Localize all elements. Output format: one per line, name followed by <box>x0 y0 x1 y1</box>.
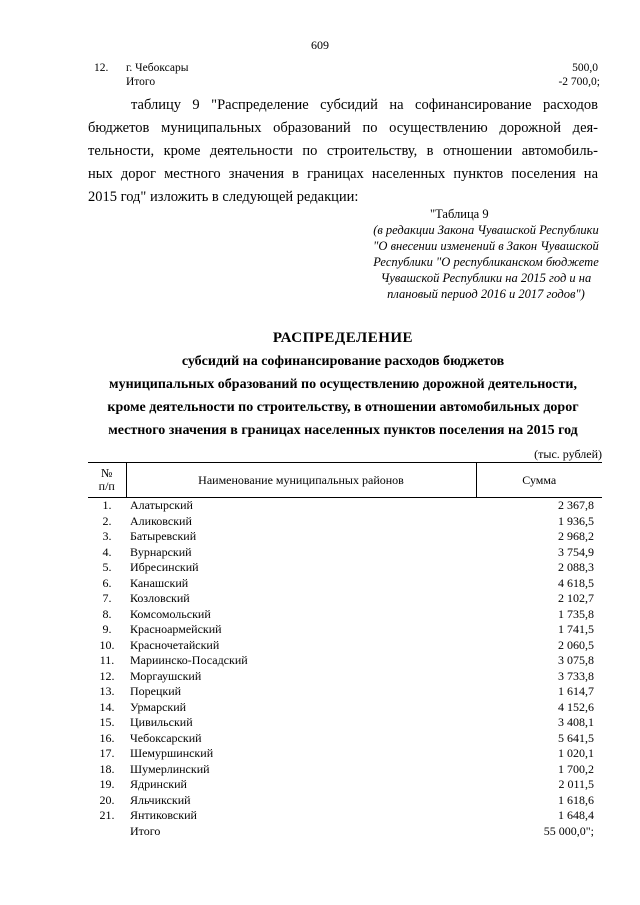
table-row <box>88 746 602 762</box>
table-row <box>88 669 602 685</box>
table-row <box>88 684 602 700</box>
row-number: 8. <box>102 606 112 621</box>
row-number: 5. <box>102 560 112 574</box>
amount: 1 614,7 <box>558 684 594 698</box>
district-name: Мариинско-Посадский <box>130 653 248 667</box>
row-number: 4. <box>102 544 112 559</box>
table-row <box>88 700 602 716</box>
district-name: Цивильский <box>130 715 193 729</box>
district-name: Итого <box>130 823 161 838</box>
table-row <box>88 638 602 654</box>
amount: 1 020,1 <box>558 746 594 760</box>
amount: 2 060,5 <box>558 637 594 652</box>
district-name: Красночетайский <box>130 637 220 652</box>
intro-line: ных дорог местного значения в границах населенных пунктов поселения на <box>88 166 598 182</box>
amount: 1 648,4 <box>558 808 594 822</box>
intro-line: 2015 год" изложить в следующей редакции: <box>88 189 359 205</box>
row-number: 16. <box>99 730 115 745</box>
table-row <box>88 498 602 514</box>
table-row <box>88 514 602 530</box>
table-row <box>88 591 602 607</box>
row-number: 17. <box>99 746 115 760</box>
note-line: Республики "О республиканском бюджете <box>373 255 599 269</box>
district-name: Яльчикский <box>130 792 191 807</box>
row-number: 10. <box>99 637 115 652</box>
amount: 2 088,3 <box>558 560 594 574</box>
amount: 3 733,8 <box>558 668 594 683</box>
amount: 1 700,2 <box>558 761 594 776</box>
header-sum: Сумма <box>476 463 602 498</box>
amount: 2 367,8 <box>558 498 594 512</box>
prev-row-sum: 500,0 <box>572 62 598 74</box>
row-number: 19. <box>99 777 115 791</box>
subtitle-line: кроме деятельности по строительству, в отношении автомобильных дорог <box>107 400 579 415</box>
table-row <box>88 731 602 747</box>
table-row <box>88 622 602 638</box>
district-name: Козловский <box>130 591 190 605</box>
row-number: 14. <box>99 699 115 714</box>
amount: 5 641,5 <box>558 730 594 745</box>
table-row <box>88 762 602 778</box>
note-line: (в редакции Закона Чувашской Республики <box>373 223 599 237</box>
amount: 1 735,8 <box>558 606 594 621</box>
district-name: Красноармейский <box>130 622 222 636</box>
units-label: (тыс. рублей) <box>534 447 602 461</box>
note-line: "О внесении изменений в Закон Чувашской <box>373 239 599 253</box>
header-name: Наименование муниципальных районов <box>126 463 476 498</box>
row-number: 21. <box>99 808 115 822</box>
row-number: 18. <box>99 761 115 776</box>
header-number: № п/п <box>88 463 126 498</box>
subtitle-line: муниципальных образований по осуществлению дорожной деятельности, <box>109 377 577 392</box>
prev-total-sum: -2 700,0; <box>558 76 600 88</box>
note-line: Чувашской Республики на 2015 год и на <box>380 271 592 285</box>
table-row <box>88 560 602 576</box>
amount: 2 968,2 <box>558 529 594 543</box>
row-number: 7. <box>102 591 112 605</box>
table-row <box>88 793 602 809</box>
prev-row-number: 12. <box>94 62 109 74</box>
subtitle-line: субсидий на софинансирование расходов бюджетов <box>181 354 505 369</box>
row-number: 15. <box>99 715 115 729</box>
table-row <box>88 607 602 623</box>
row-number: 1. <box>102 498 112 512</box>
district-name: Канашский <box>130 575 189 590</box>
table-row <box>88 653 602 669</box>
district-name: Шемуршинский <box>130 746 214 760</box>
table-header-row <box>88 463 602 498</box>
district-name: Батыревский <box>130 529 197 543</box>
district-name: Урмарский <box>130 699 187 714</box>
district-name: Шумерлинский <box>130 761 210 776</box>
page-number: 609 <box>311 38 329 52</box>
amount: 4 152,6 <box>558 699 594 714</box>
district-name: Ибресинский <box>130 560 199 574</box>
row-number: 6. <box>102 575 112 590</box>
subtitle-line: местного значения в границах населенных пунктов поселения на 2015 год <box>108 423 578 438</box>
table-row <box>88 777 602 793</box>
amount: 3 408,1 <box>558 715 594 729</box>
row-number: 3. <box>102 529 112 543</box>
distribution-table <box>88 462 602 839</box>
intro-line: бюджетов муниципальных образований по осуществлению дорожной дея- <box>88 120 598 136</box>
section-title: РАСПРЕДЕЛЕНИЕ <box>272 330 414 346</box>
amount: 4 618,5 <box>558 575 594 590</box>
row-number: 12. <box>99 668 115 683</box>
intro-line: тельности, кроме деятельности по строительству, в отношении автомобиль- <box>88 143 598 159</box>
amount: 3 754,9 <box>558 544 594 559</box>
amount: 2 102,7 <box>558 591 594 605</box>
row-number: 20. <box>99 792 115 807</box>
district-name: Янтиковский <box>130 808 197 822</box>
intro-line: таблицу 9 "Распределение субсидий на софинансирование расходов <box>131 97 598 113</box>
amount: 1 618,6 <box>558 792 594 807</box>
table-row <box>88 808 602 824</box>
table-row <box>88 715 602 731</box>
table-row <box>88 824 602 840</box>
amount: 2 011,5 <box>558 777 594 791</box>
row-number: 13. <box>99 684 115 698</box>
row-number: 2. <box>102 513 112 528</box>
table-row <box>88 576 602 592</box>
row-number <box>88 824 126 840</box>
note-line: плановый период 2016 и 2017 годов") <box>387 287 585 301</box>
amount: 55 000,0"; <box>543 823 594 838</box>
row-number: 11. <box>99 653 115 667</box>
amount: 3 075,8 <box>558 653 594 667</box>
intro-paragraph <box>88 94 598 209</box>
prev-total-label: Итого <box>126 76 156 88</box>
section-subtitle <box>88 350 598 442</box>
district-name: Ядринский <box>130 777 187 791</box>
row-number: 9. <box>102 622 112 636</box>
district-name: Вурнарский <box>130 544 192 559</box>
table-label: "Таблица 9 <box>430 207 489 221</box>
district-name: Алатырский <box>130 498 193 512</box>
table-reference <box>370 206 602 302</box>
prev-row-name: г. Чебоксары <box>126 62 189 74</box>
district-name: Моргаушский <box>130 668 202 683</box>
district-name: Чебоксарский <box>130 730 202 745</box>
district-name: Комсомольский <box>130 606 211 621</box>
district-name: Аликовский <box>130 513 192 528</box>
amount: 1 936,5 <box>558 513 594 528</box>
table-row <box>88 545 602 561</box>
amount: 1 741,5 <box>558 622 594 636</box>
table-row <box>88 529 602 545</box>
district-name: Порецкий <box>130 684 182 698</box>
